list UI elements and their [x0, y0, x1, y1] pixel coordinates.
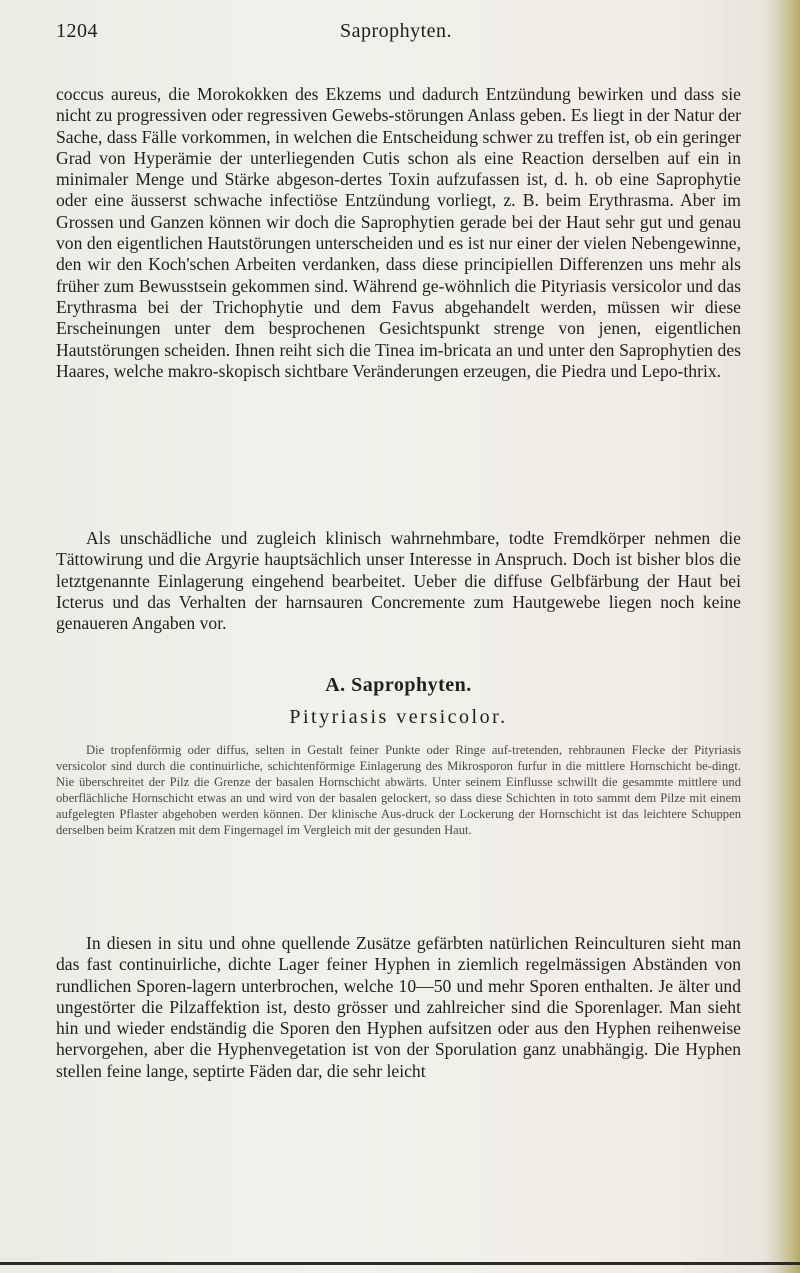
bottom-rule	[0, 1262, 800, 1265]
page-edge-shading	[764, 0, 800, 1273]
paragraph-2: Als unschädliche und zugleich klinisch wahrnehmbare, todte Fremdkörper nehmen die Tättowirung und die Argyrie hauptsächlich unser Interesse in Anspruch. Doch ist bisher blos die letztgenannte Einlagerung eingehend bearbeitet. Ueber die diffuse Gelbfärbung der Haut bei Icterus und das Verhalten der harnsauren Concremente zum Hautgewebe liegen noch keine genaueren Angaben vor.	[56, 528, 741, 634]
paragraph-1: coccus aureus, die Morokokken des Ekzems und dadurch Entzündung bewirken und dass sie nicht zu progressiven oder regressiven Gewebs-störungen Anlass geben. Es liegt in der Natur der Sache, dass Fälle vorkommen, in welchen die Entscheidung schwer zu treffen ist, ob ein geringer Grad von Hyperämie der unterliegenden Cutis schon als eine Reaction derselben auf ein in minimaler Menge und Stärke abgeson-dertes Toxin aufzufassen ist, d. h. ob eine Saprophytie oder eine äusserst schwache infectiöse Entzündung vorliegt, z. B. beim Erythrasma. Aber im Grossen und Ganzen können wir doch die Saprophytien gerade bei der Haut sehr gut und genau von den eigentlichen Hautstörungen unterscheiden und es ist nur einer der vielen Nebengewinne, den wir den Koch'schen Arbeiten verdanken, dass diese principiellen Differenzen uns mehr als früher zum Bewusstsein gekommen sind. Während ge-wöhnlich die Pityriasis versicolor und das Erythrasma bei der Trichophytie und dem Favus abgehandelt werden, müssen wir diese Erscheinungen unter dem besprochenen Gesichtspunkt strenge von jenen, eigentlichen Hautstörungen scheiden. Ihnen reiht sich die Tinea im-bricata an und unter den Saprophytien des Haares, welche makro-skopisch sichtbare Veränderungen erzeugen, die Piedra und Lepo-thrix.	[56, 84, 741, 381]
paragraph-3: In diesen in situ und ohne quellende Zusätze gefärbten natürlichen Reinculturen sieht man das fast continuirliche, dichte Lager feiner Hyphen in ziemlich regelmässigen Abständen von rundlichen Sporen-lagern unterbrochen, welche 10—50 und mehr Sporen enthalten. Je älter und ungestörter die Pilzaffektion ist, desto grösser und zahlreicher sind die Sporenlager. Man sieht hin und wieder endständig die Sporen den Hyphen aufsitzen oder aus den Hyphen reihenweise hervorgehen, aber die Hyphenvegetation ist von der Sporulation ganz unabhängig. Die Hyphen stellen feine lange, septirte Fäden dar, die sehr leicht	[56, 933, 741, 1081]
running-header	[56, 20, 736, 50]
running-title: Saprophyten.	[339, 20, 453, 42]
small-print-paragraph: Die tropfenförmig oder diffus, selten in Gestalt feiner Punkte oder Ringe auf-tretenden, rehbraunen Flecke der Pityriasis versicolor sind durch die continuirliche, schichtenförmige Einlagerung des Mikrosporon furfur in die mittlere Hornschicht be-dingt. Nie überschreitet der Pilz die Grenze der basalen Hornschicht abwärts. Unter seinem Einflusse schwillt die gesammte mittlere und oberflächliche Hornschicht etwas an und wird von der basalen gelockert, so dass diese Schichten in toto sammt dem Pilze mit einem aufgelegten Pflaster abgehoben werden können. Der klinische Aus-druck der Lockerung der Hornschicht ist das leichtere Schuppen derselben beim Kratzen mit dem Fingernagel im Vergleich mit der gesunden Haut.	[56, 743, 741, 837]
section-heading: A. Saprophyten.	[325, 674, 472, 696]
page-number: 1204	[56, 20, 98, 42]
subsection-heading: Pityriasis versicolor.	[289, 706, 508, 728]
